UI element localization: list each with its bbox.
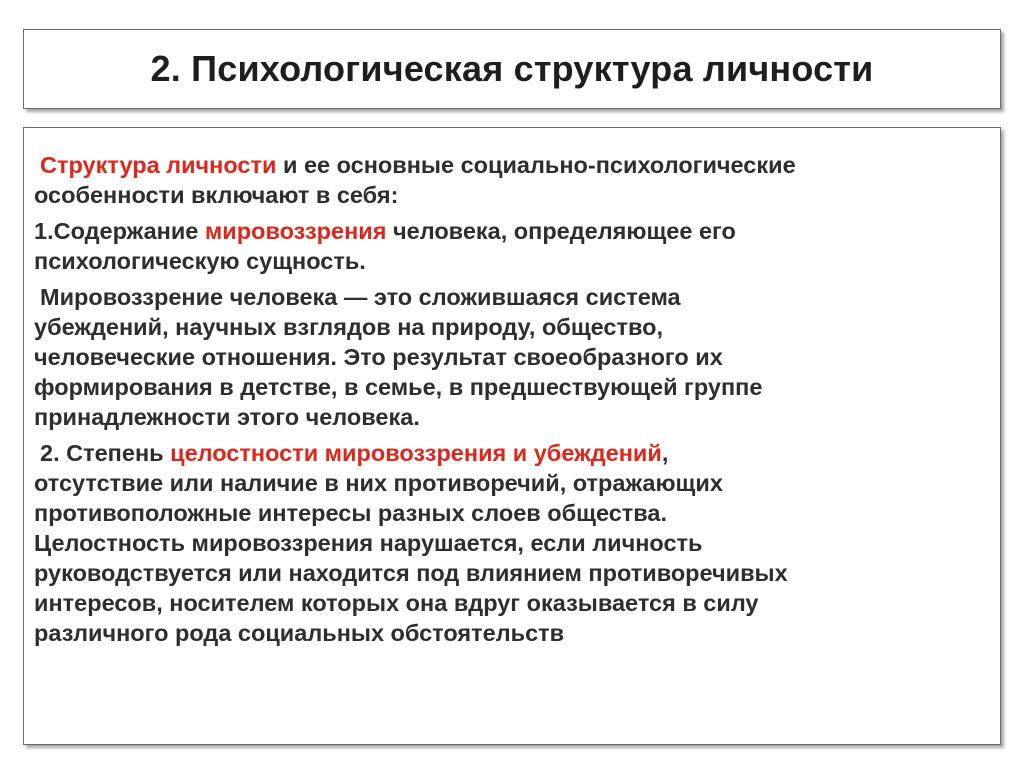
text-line [34, 216, 990, 246]
text-line: убеждений, научных взглядов на природу, общество, [34, 314, 664, 340]
text-line: Целостность мировоззрения нарушается, если личность [34, 530, 703, 556]
text-line: Мировоззрение человека — это сложившаяся система [40, 284, 681, 310]
paragraph-item-1 [34, 216, 990, 276]
paragraph-worldview-definition [34, 282, 990, 432]
text-line [34, 150, 990, 180]
text-fragment: и ее основные социально-психологические [276, 152, 796, 178]
text-line: противоположные интересы разных слоев общества. [34, 500, 668, 526]
text-line: руководствуется или находится под влиянием противоречивых [34, 560, 788, 586]
highlight-structure: Структура личности [40, 152, 277, 178]
text-fragment: человека, определяющее его [386, 218, 736, 244]
text-line: различного рода социальных обстоятельств [34, 620, 565, 646]
text-line: интересов, носителем которых она вдруг оказывается в силу [34, 590, 759, 616]
paragraph-item-2 [34, 438, 990, 648]
text-line: отсутствие или наличие в них противоречий, отражающих [34, 470, 723, 496]
highlight-worldview: мировоззрения [204, 218, 387, 244]
text-line: психологическую сущность. [34, 248, 366, 274]
text-line: человеческие отношения. Это результат своеобразного их [34, 344, 723, 370]
text-fragment: , [661, 440, 669, 466]
text-line: особенности включают в себя: [34, 182, 399, 208]
content-text [34, 150, 990, 654]
highlight-integrity: целостности мировоззрения и убеждений [170, 440, 662, 466]
text-line [34, 438, 990, 468]
text-line: формирования в детстве, в семье, в предшествующей группе [34, 374, 763, 400]
content-box [23, 127, 1001, 745]
text-line: принадлежности этого человека. [34, 404, 420, 430]
text-fragment: 2. Степень [40, 440, 171, 466]
text-fragment: 1.Содержание [34, 218, 205, 244]
slide-title: 2. Психологическая структура личности [150, 48, 874, 89]
title-box [23, 29, 1001, 109]
paragraph-structure [34, 150, 990, 210]
